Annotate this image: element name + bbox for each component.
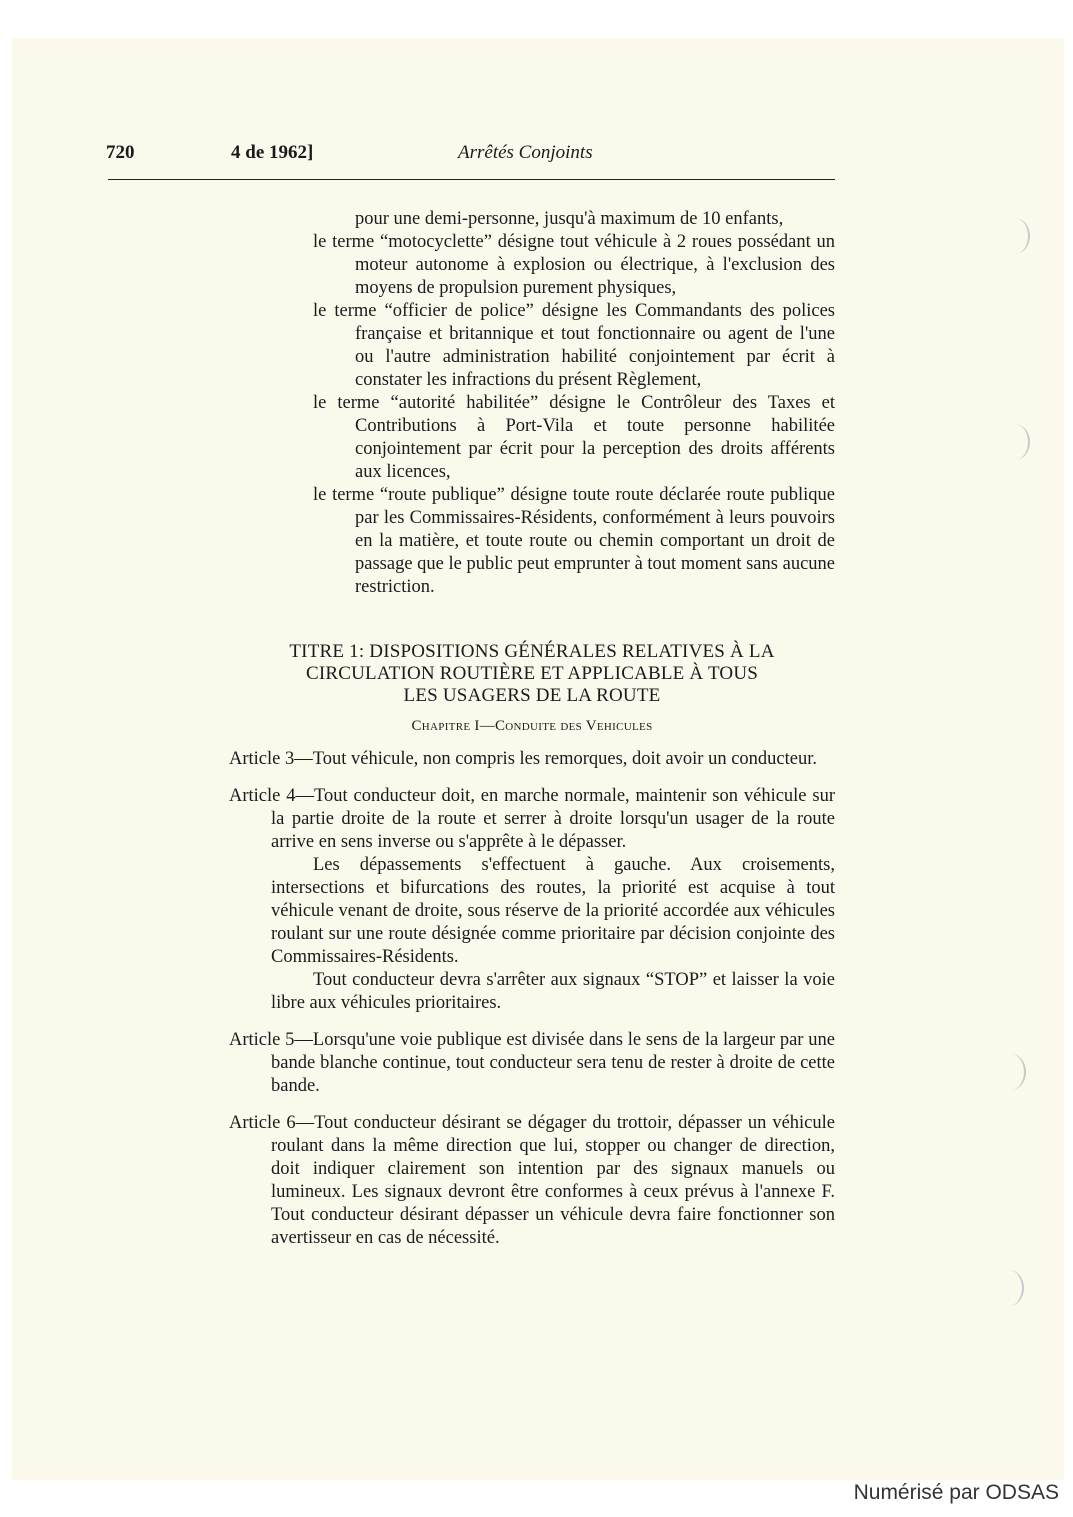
article-4: Article 4—Tout conducteur doit, en marche normale, maintenir son véhicule sur la partie droite de la route et serrer à droite lorsqu'un usager de la route arrive en sens inverse ou s'apprête à le dépasser. (229, 786, 835, 852)
binder-hole (1000, 424, 1030, 460)
document-body (229, 208, 835, 1250)
page-header (0, 142, 1073, 166)
article-4-paragraph-3: Tout conducteur devra s'arrêter aux signaux “STOP” et laisser la voie libre aux véhicules prioritaires. (271, 970, 835, 1013)
page-number: 720 (106, 142, 135, 163)
definition-officier-de-police: le terme “officier de police” désigne les Commandants des polices française et britannique et tout fonctionnaire ou agent de l'une ou l'autre administration habilité conjointement par écrit à constater les infractions du présent Règlement, (313, 301, 835, 390)
header-rule (108, 179, 835, 180)
binder-hole (996, 1054, 1026, 1090)
header-date: 4 de 1962] (231, 142, 314, 163)
article-3: Article 3—Tout véhicule, non compris les remorques, doit avoir un conducteur. (229, 749, 817, 769)
titre-line-2: CIRCULATION ROUTIÈRE ET APPLICABLE À TOUS (305, 663, 759, 684)
chapter-heading (229, 715, 835, 738)
binder-hole (1000, 218, 1030, 254)
article-4-paragraph-2: Les dépassements s'effectuent à gauche. Aux croisements, intersections et bifurcations des routes, la priorité est acquise à tout véhicule venant de droite, sous réserve de la priorité accordée aux véhicules roulant sur une route désignée comme prioritaire par décision conjointe des Commissaires-Résidents. (271, 855, 835, 967)
chapter-title: Chapitre I—Conduite des Vehicules (411, 718, 653, 734)
digitization-watermark: Numérisé par ODSAS (853, 1481, 1059, 1504)
continuation-line: pour une demi-personne, jusqu'à maximum de 10 enfants, (355, 209, 784, 229)
article-6: Article 6—Tout conducteur désirant se dégager du trottoir, dépasser un véhicule roulant dans la même direction que lui, stopper ou changer de direction, doit indiquer clairement son intention par des signaux manuels ou lumineux. Les signaux devront être conformes à ceux prévus à l'annexe F. Tout conducteur désirant dépasser un véhicule devra faire fonctionner son avertisseur en cas de nécessité. (229, 1113, 835, 1248)
definition-route-publique: le terme “route publique” désigne toute route déclarée route publique par les Commissaires-Résidents, conformément à leurs pouvoirs en la matière, et toute route ou chemin comportant un droit de passage que le public peut emprunter à tout moment sans aucune restriction. (313, 485, 835, 597)
running-title: Arrêtés Conjoints (458, 142, 593, 163)
article-5: Article 5—Lorsqu'une voie publique est divisée dans le sens de la largeur par une bande blanche continue, tout conducteur sera tenu de rester à droite de cette bande. (229, 1030, 835, 1096)
titre-line-1: TITRE 1: DISPOSITIONS GÉNÉRALES RELATIVES À LA (289, 641, 775, 662)
definition-autorite-habilitee: le terme “autorité habilitée” désigne le Contrôleur des Taxes et Contributions à Port-Vila et toute personne habilitée conjointement par écrit pour la perception des droits afférents aux licences, (313, 393, 835, 482)
binder-hole (994, 1270, 1024, 1306)
titre-heading (229, 641, 835, 707)
titre-line-3: LES USAGERS DE LA ROUTE (403, 685, 661, 706)
definition-motocyclette: le terme “motocyclette” désigne tout véhicule à 2 roues possédant un moteur autonome à explosion ou électrique, à l'exclusion des moyens de propulsion purement physiques, (313, 232, 835, 298)
